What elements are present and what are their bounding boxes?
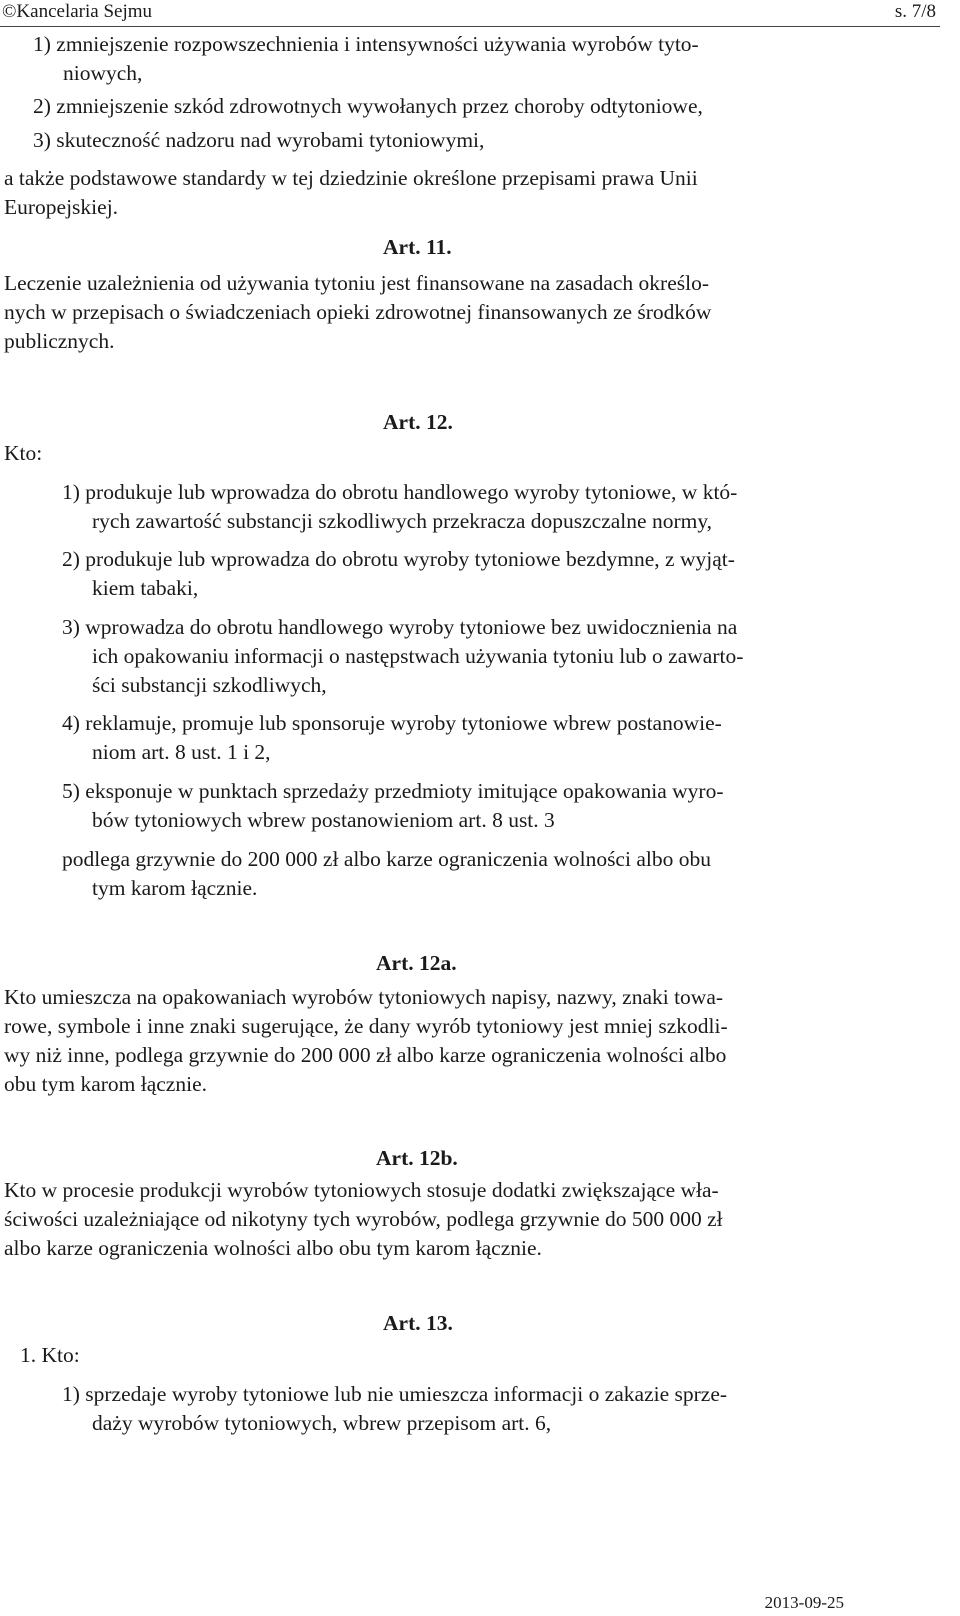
paragraph-line: Kto umieszcza na opakowaniach wyrobów tytoniowych napisy, nazwy, znaki towa- [4,985,724,1009]
paragraph-line: nych w przepisach o świadczeniach opieki zdrowotnej finansowanych ze środków [4,300,712,324]
paragraph-line: Leczenie uzależnienia od używania tytoniu jest finansowane na zasadach określo- [4,271,710,295]
list-item-line: ich opakowaniu informacji o następstwach używania tytoniu lub o zawarto- [92,644,744,668]
paragraph-line: Kto w procesie produkcji wyrobów tytoniowych stosuje dodatki zwiększające wła- [4,1178,719,1202]
article-heading: Art. 13. [383,1311,453,1335]
article-heading: Art. 12a. [376,951,457,975]
paragraph-line: obu tym karom łącznie. [4,1072,207,1096]
list-item-line: niowych, [63,61,143,85]
footer-date: 2013-09-25 [764,1593,844,1612]
paragraph-line: wy niż inne, podlega grzywnie do 200 000 zł albo karze ograniczenia wolności albo [4,1043,727,1067]
paragraph-line: a także podstawowe standardy w tej dziedzinie określone przepisami prawa Unii [4,166,698,190]
penalty-line: podlega grzywnie do 200 000 zł albo karze ograniczenia wolności albo obu [62,847,711,871]
article-heading: Art. 11. [383,235,452,259]
article-heading: Art. 12b. [376,1146,458,1170]
list-item-line: 1) produkuje lub wprowadza do obrotu handlowego wyroby tytoniowe, w któ- [62,480,738,504]
article-intro: 1. Kto: [20,1343,80,1367]
list-item-line: kiem tabaki, [92,576,199,600]
article-heading: Art. 12. [383,410,453,434]
list-item-line: 4) reklamuje, promuje lub sponsoruje wyroby tytoniowe wbrew postanowie- [62,711,722,735]
list-item-line: 2) zmniejszenie szkód zdrowotnych wywołanych przez choroby odtytoniowe, [33,94,703,118]
list-item-line: 3) skuteczność nadzoru nad wyrobami tytoniowymi, [33,128,485,152]
paragraph-line: ściwości uzależniające od nikotyny tych wyrobów, podlega grzywnie do 500 000 zł [4,1207,723,1231]
list-item-line: 1) zmniejszenie rozpowszechnienia i intensywności używania wyrobów tyto- [33,32,699,56]
penalty-line: tym karom łącznie. [92,876,258,900]
paragraph-line: publicznych. [4,329,115,353]
list-item-line: 2) produkuje lub wprowadza do obrotu wyroby tytoniowe bezdymne, z wyjąt- [62,547,735,571]
list-item-line: 1) sprzedaje wyroby tytoniowe lub nie umieszcza informacji o zakazie sprze- [62,1382,728,1406]
header-page-number: s. 7/8 [894,1,936,22]
list-item-line: bów tytoniowych wbrew postanowieniom art. 8 ust. 3 [92,808,555,832]
list-item-line: 5) eksponuje w punktach sprzedaży przedmioty imitujące opakowania wyro- [62,779,724,803]
paragraph-line: Europejskiej. [4,195,119,219]
header-divider [0,26,940,27]
list-item-line: daży wyrobów tytoniowych, wbrew przepisom art. 6, [92,1411,552,1435]
article-intro: Kto: [4,441,43,465]
list-item-line: niom art. 8 ust. 1 i 2, [92,740,271,764]
paragraph-line: rowe, symbole i inne znaki sugerujące, że dany wyrób tytoniowy jest mniej szkodli- [4,1014,728,1038]
paragraph-line: albo karze ograniczenia wolności albo obu tym karom łącznie. [4,1236,542,1260]
list-item-line: 3) wprowadza do obrotu handlowego wyroby tytoniowe bez uwidocznienia na [62,615,738,639]
list-item-line: rych zawartość substancji szkodliwych przekracza dopuszczalne normy, [92,509,713,533]
list-item-line: ści substancji szkodliwych, [92,673,327,697]
header-copyright: ©Kancelaria Sejmu [2,1,153,22]
